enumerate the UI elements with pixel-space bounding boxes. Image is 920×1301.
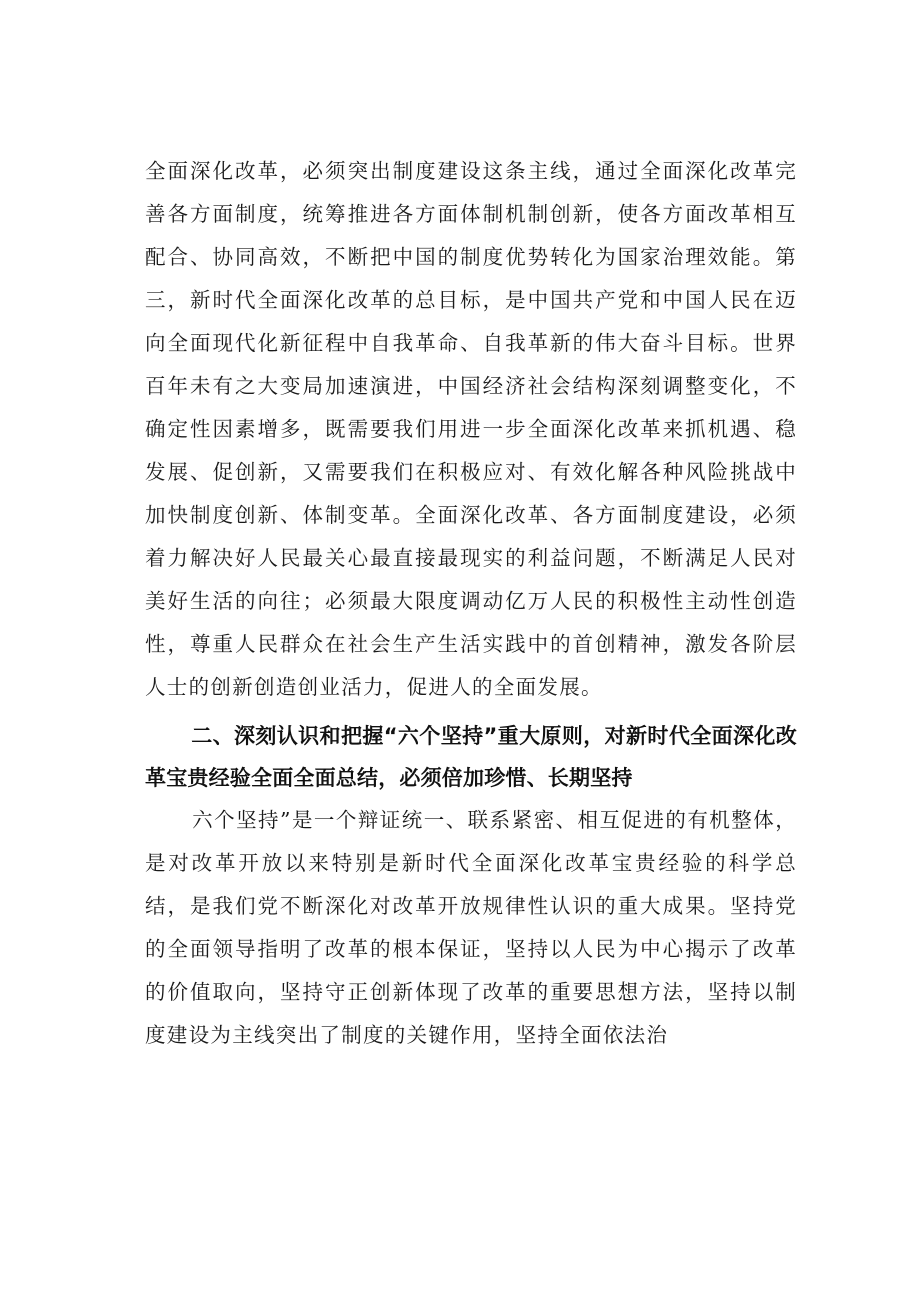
section-heading: 二、深刻认识和把握“六个坚持”重大原则，对新时代全面深化改革宝贵经验全面全面总结，必须倍加珍惜、长期坚持	[145, 724, 797, 790]
document-body	[145, 150, 797, 1057]
body-paragraph: 全面深化改革，必须突出制度建设这条主线，通过全面深化改革完善各方面制度，统筹推进各方面体制机制创新，使各方面改革相互配合、协同高效，不断把中国的制度优势转化为国家治理效能。第三，新时代全面深化改革的总目标，是中国共产党和中国人民在迈向全面现代化新征程中自我革命、自我革新的伟大奋斗目标。世界百年未有之大变局加速演进，中国经济社会结构深刻调整变化，不确定性因素增多，既需要我们用进一步全面深化改革来抓机遇、稳发展、促创新，又需要我们在积极应对、有效化解各种风险挑战中加快制度创新、体制变革。全面深化改革、各方面制度建设，必须着力解决好人民最关心最直接最现实的利益问题，不断满足人民对美好生活的向往；必须最大限度调动亿万人民的积极性主动性创造性，尊重人民群众在社会生产生活实践中的首创精神，激发各阶层人士的创新创造创业活力，促进人的全面发展。	[145, 159, 797, 699]
body-paragraph: 六个坚持”是一个辩证统一、联系紧密、相互促进的有机整体，是对改革开放以来特别是新时代全面深化改革宝贵经验的科学总结，是我们党不断深化对改革开放规律性认识的重大成果。坚持党的全面领导指明了改革的根本保证，坚持以人民为中心揭示了改革的价值取向，坚持守正创新体现了改革的重要思想方法，坚持以制度建设为主线突出了制度的关键作用，坚持全面依法治	[145, 808, 797, 1047]
